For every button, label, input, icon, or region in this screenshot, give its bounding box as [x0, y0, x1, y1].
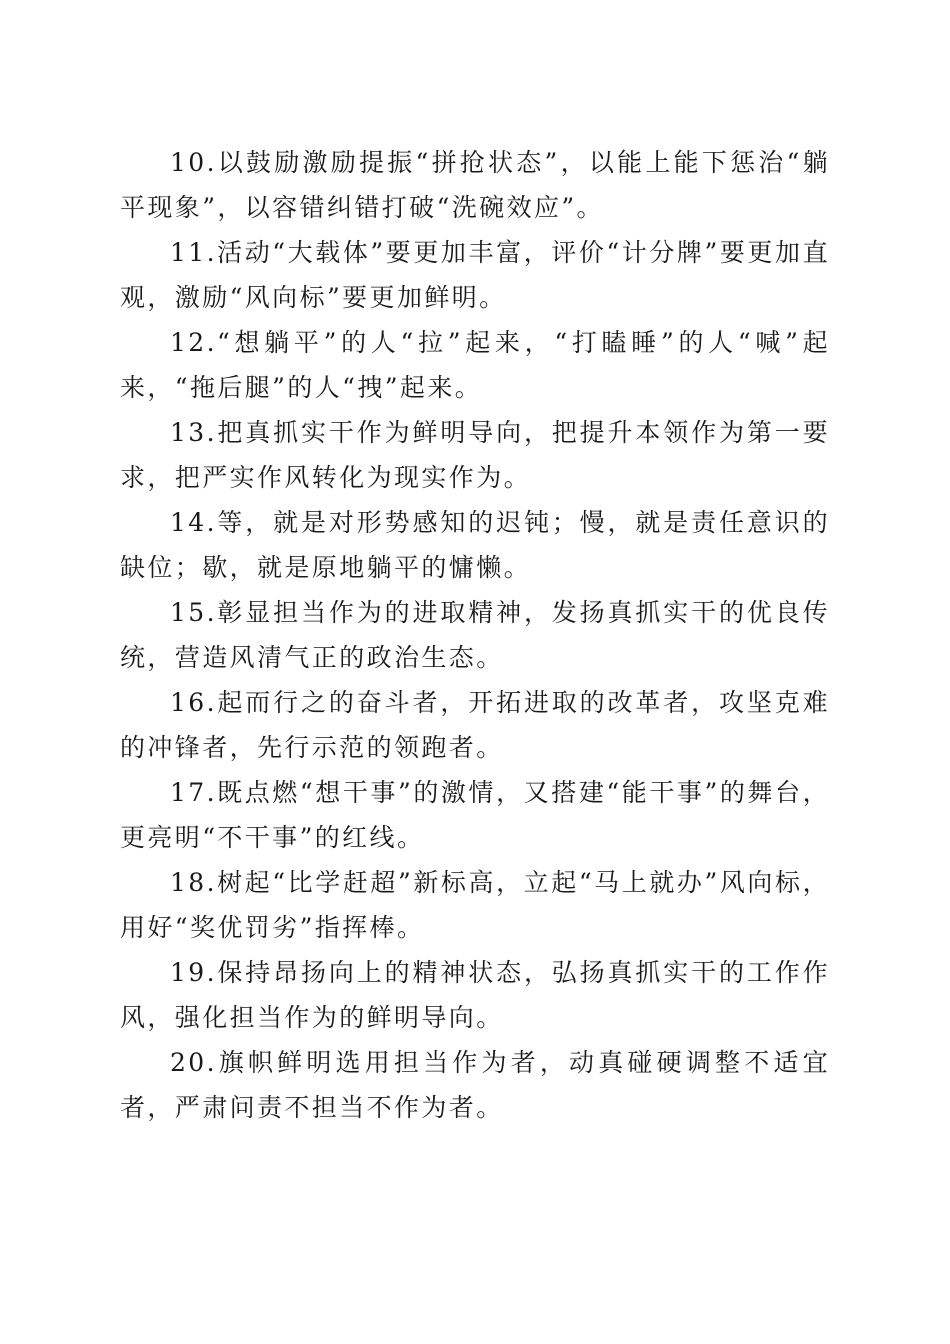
paragraph-20: 20.旗帜鲜明选用担当作为者，动真碰硬调整不适宜者，严肃问责不担当不作为者。 [120, 1048, 830, 1122]
document-body [120, 140, 830, 1130]
paragraph-12: 12.“想躺平”的人“拉”起来，“打瞌睡”的人“喊”起来，“拖后腿”的人“拽”起来。 [120, 328, 830, 402]
paragraph-15: 15.彰显担当作为的进取精神，发扬真抓实干的优良传统，营造风清气正的政治生态。 [120, 598, 830, 672]
paragraph-18: 18.树起“比学赶超”新标高，立起“马上就办”风向标，用好“奖优罚劣”指挥棒。 [120, 868, 830, 942]
paragraph-10: 10.以鼓励激励提振“拼抢状态”，以能上能下惩治“躺平现象”，以容错纠错打破“洗碗效应”。 [120, 148, 830, 222]
paragraph-11: 11.活动“大载体”要更加丰富，评价“计分牌”要更加直观，激励“风向标”要更加鲜明。 [120, 238, 830, 312]
paragraph-14: 14.等，就是对形势感知的迟钝；慢，就是责任意识的缺位；歇，就是原地躺平的慵懒。 [120, 508, 830, 582]
paragraph-16: 16.起而行之的奋斗者，开拓进取的改革者，攻坚克难的冲锋者，先行示范的领跑者。 [120, 688, 830, 762]
paragraph-19: 19.保持昂扬向上的精神状态，弘扬真抓实干的工作作风，强化担当作为的鲜明导向。 [120, 958, 830, 1032]
paragraph-13: 13.把真抓实干作为鲜明导向，把提升本领作为第一要求，把严实作风转化为现实作为。 [120, 418, 830, 492]
paragraph-17: 17.既点燃“想干事”的激情，又搭建“能干事”的舞台，更亮明“不干事”的红线。 [120, 778, 830, 852]
